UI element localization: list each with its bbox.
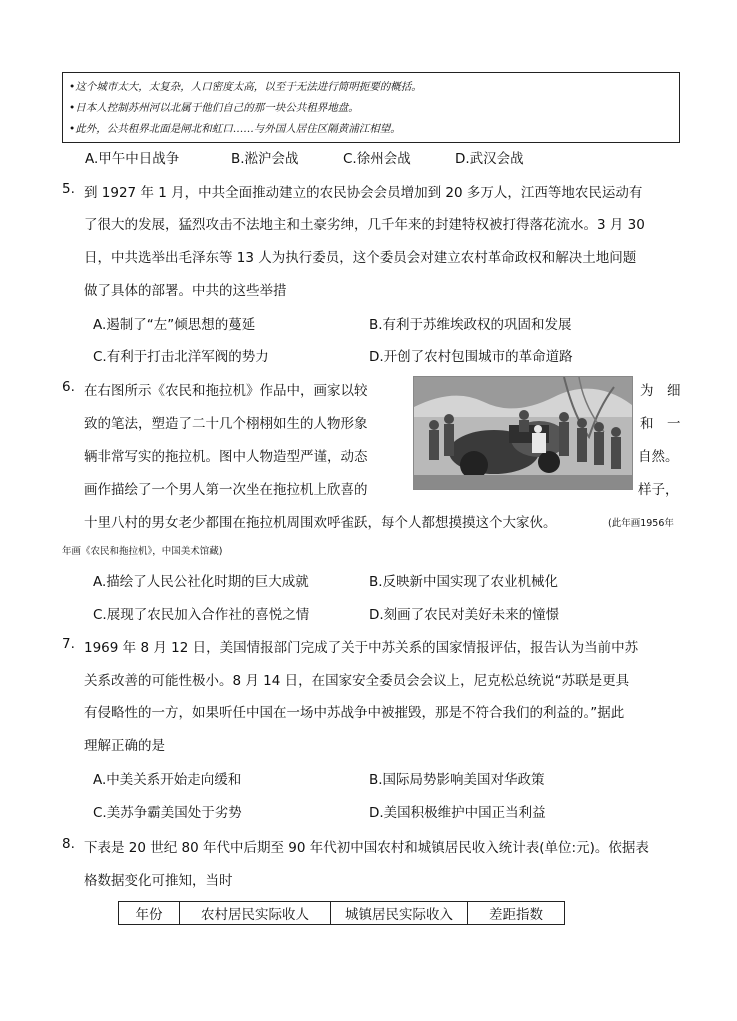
q7-line: 理解正确的是 [84, 738, 165, 754]
table-header-rural: 农村居民实际收人 [180, 902, 331, 925]
q5-option-b: B.有利于苏维埃政权的巩固和发展 [369, 317, 572, 333]
q6-number: 6. [62, 379, 75, 395]
q5-line: 了很大的发展，猛烈攻击不法地主和土豪劣绅，几千年来的封建特权被打得落花流水。3 月 30 [84, 217, 645, 233]
q6-line: 致的笔法，塑造了二十几个栩栩如生的人物形象 [84, 416, 368, 432]
q5-option-d: D.开创了农村包围城市的革命道路 [369, 349, 573, 365]
q4-option-c: C.徐州会战 [343, 151, 411, 167]
q7-line: 1969 年 8 月 12 日，美国情报部门完成了关于中苏关系的国家情报评估，报告认为当前中苏 [84, 640, 639, 656]
q6-option-a: A.描绘了人民公社化时期的巨大成就 [93, 574, 309, 590]
q5-option-a: A.遏制了“左”倾思想的蔓延 [93, 317, 256, 333]
q6-option-b: B.反映新中国实现了农业机械化 [369, 574, 559, 590]
q5-option-c: C.有利于打击北洋军阀的势力 [93, 349, 269, 365]
q7-option-b: B.国际局势影响美国对华政策 [369, 772, 545, 788]
q7-number: 7. [62, 636, 75, 652]
table-header-year: 年份 [119, 902, 180, 925]
quote-line: •这个城市太大，太复杂，人口密度太高，以至于无法进行简明扼要的概括。 [69, 81, 422, 93]
q7-option-c: C.美苏争霸美国处于劣势 [93, 805, 242, 821]
q6-line: 辆非常写实的拖拉机。图中人物造型严谨，动态 [84, 449, 368, 465]
q5-number: 5. [62, 181, 75, 197]
q4-option-b: B.淞沪会战 [231, 151, 299, 167]
table-header-row [119, 902, 565, 925]
q4-option-d: D.武汉会战 [455, 151, 524, 167]
q6-line: 为 细 [640, 383, 681, 399]
q6-line: 画作描绘了一个男人第一次坐在拖拉机上欣喜的 [84, 482, 368, 498]
painting-farmers-tractor [413, 376, 633, 490]
quote-line: •此外，公共租界北面是闸北和虹口……与外国人居住区隔黄浦江相望。 [69, 123, 401, 135]
q6-line: 和 一 [640, 416, 681, 432]
q8-line: 格数据变化可推知，当时 [84, 873, 233, 889]
q6-note: (此年画1956年 [608, 518, 674, 529]
q8-number: 8. [62, 836, 75, 852]
quote-box [62, 72, 680, 143]
quote-line: •日本人控制苏州河以北属于他们自己的那一块公共租界地盘。 [69, 102, 359, 114]
q6-note: 年画《农民和拖拉机》，中国美术馆藏) [62, 546, 223, 557]
q6-line: 十里八村的男女老少都围在拖拉机周围欢呼雀跃，每个人都想摸摸这个大家伙。 [84, 515, 557, 531]
q7-option-d: D.美国积极维护中国正当利益 [369, 805, 546, 821]
q8-line: 下表是 20 世纪 80 年代中后期至 90 年代初中国农村和城镇居民收入统计表(单位:元)。依据表 [84, 840, 649, 856]
table-header-urban: 城镇居民实际收入 [331, 902, 468, 925]
table-header-gap: 差距指数 [468, 902, 565, 925]
q5-line: 做了具体的部署。中共的这些举措 [84, 283, 287, 299]
q6-line: 样子， [638, 482, 679, 498]
income-table [118, 901, 565, 925]
q6-option-d: D.刻画了农民对美好未来的憧憬 [369, 607, 560, 623]
q4-option-a: A.甲午中日战争 [85, 151, 180, 167]
q5-line: 日，中共选举出毛泽东等 13 人为执行委员，这个委员会对建立农村革命政权和解决土地问题 [84, 250, 637, 266]
q5-line: 到 1927 年 1 月，中共全面推动建立的农民协会会员增加到 20 多万人，江西等地农民运动有 [84, 185, 643, 201]
q6-line: 在右图所示《农民和拖拉机》作品中，画家以较 [84, 383, 368, 399]
q6-option-c: C.展现了农民加入合作社的喜悦之情 [93, 607, 310, 623]
q7-line: 有侵略性的一方，如果听任中国在一场中苏战争中被摧毁，那是不符合我们的利益的。”据此 [84, 705, 625, 721]
q7-option-a: A.中美关系开始走向缓和 [93, 772, 242, 788]
q6-line: 自然。 [638, 449, 679, 465]
q7-line: 关系改善的可能性极小。8 月 14 日，在国家安全委员会会议上，尼克松总统说“苏联是更具 [84, 673, 630, 689]
